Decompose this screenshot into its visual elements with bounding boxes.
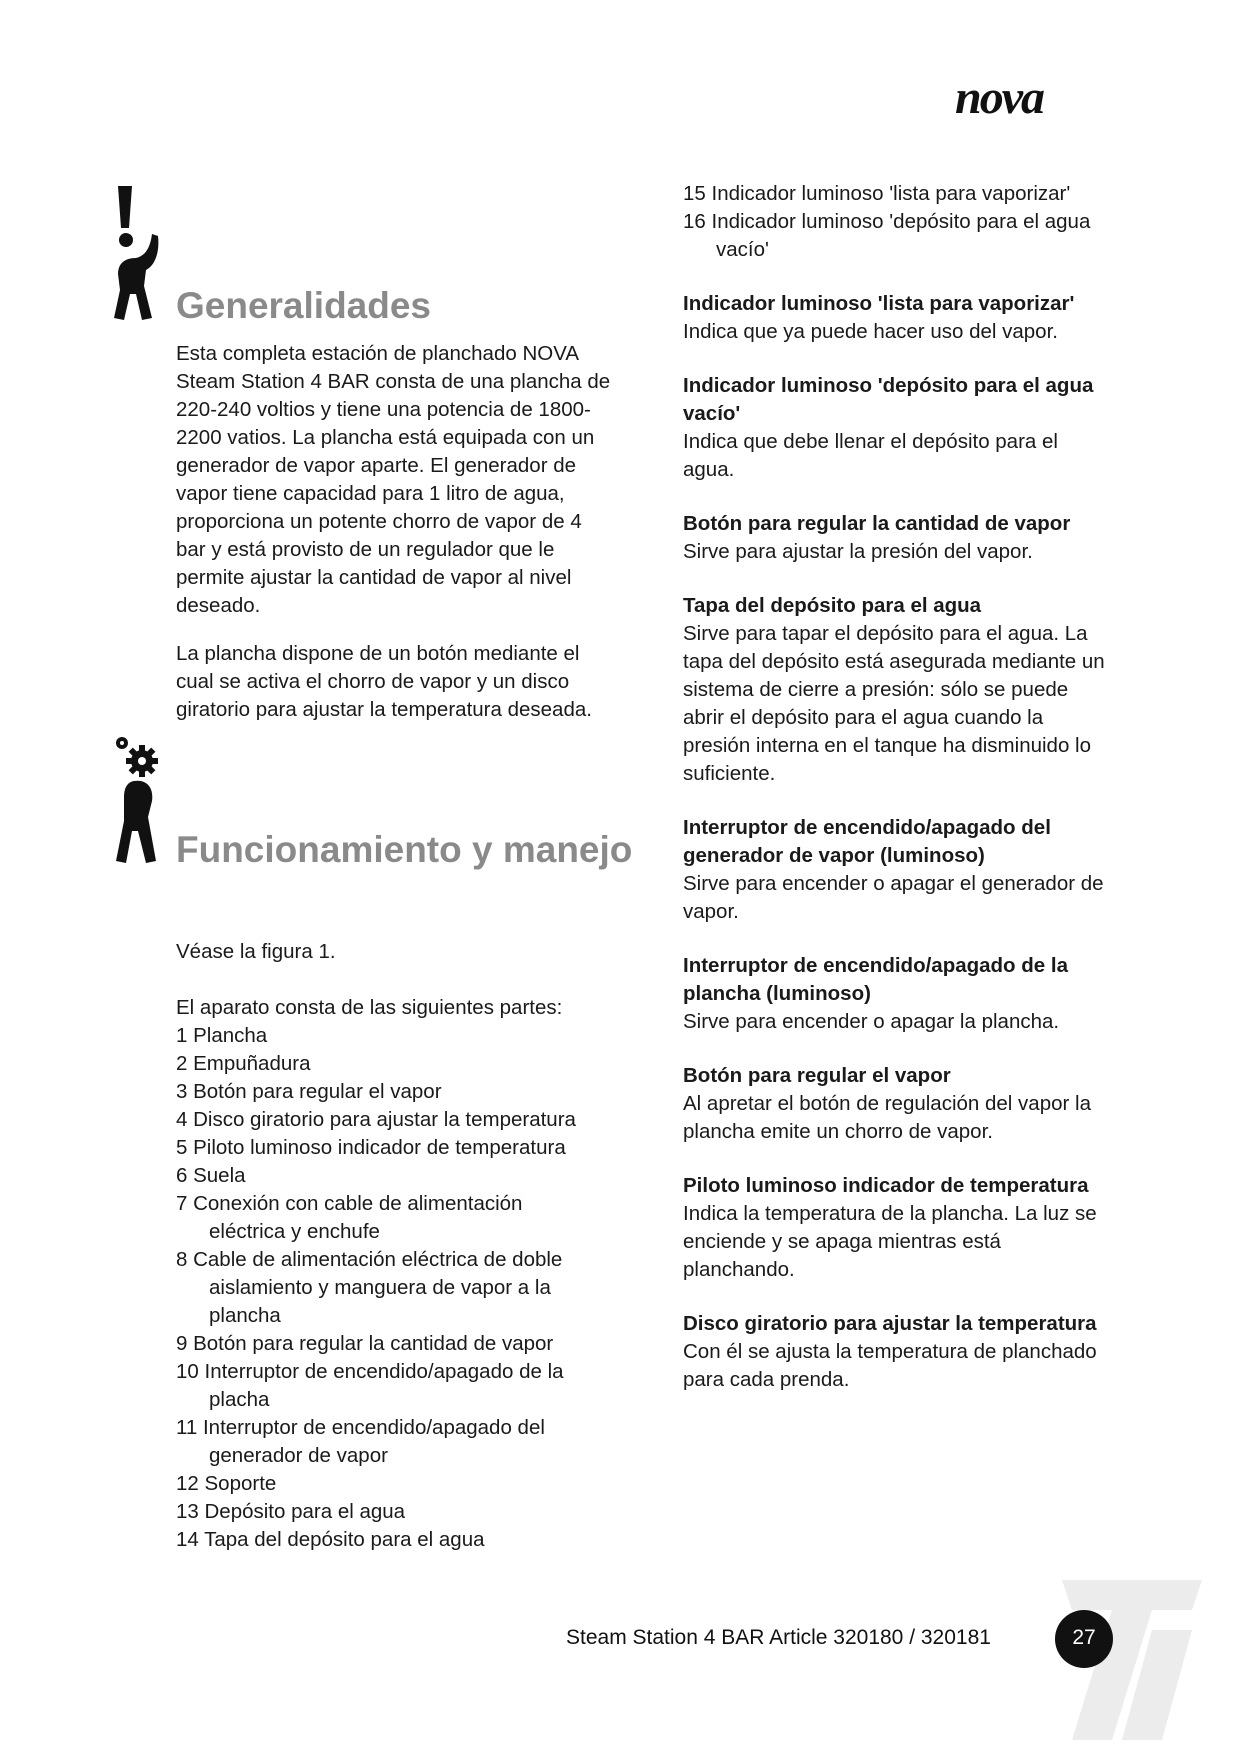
nova-logo: nova bbox=[955, 71, 1043, 124]
description-block bbox=[683, 510, 1113, 566]
list-item: 16 Indicador luminoso 'depósito para el agua vacío' bbox=[683, 210, 1091, 261]
description-block bbox=[683, 290, 1113, 346]
description-block bbox=[683, 1310, 1113, 1394]
list-item: 10 Interruptor de encendido/apagado de la placha bbox=[176, 1360, 564, 1411]
block-heading: Botón para regular el vapor bbox=[683, 1064, 951, 1087]
generalidades-heading: Generalidades bbox=[176, 285, 432, 326]
block-heading: Indicador luminoso 'depósito para el agua vacío' bbox=[683, 374, 1094, 425]
description-block bbox=[683, 1172, 1113, 1284]
generalidades-paragraph-2: La plancha dispone de un botón mediante el cual se activa el chorro de vapor y un disco giratorio para ajustar la temperatura deseada. bbox=[176, 642, 592, 721]
block-text: Sirve para encender o apagar el generador de vapor. bbox=[683, 872, 1104, 923]
footer-product-text: Steam Station 4 BAR Article 320180 / 320181 bbox=[566, 1626, 991, 1649]
block-heading: Indicador luminoso 'lista para vaporizar' bbox=[683, 292, 1075, 315]
list-item: 4 Disco giratorio para ajustar la temperatura bbox=[176, 1108, 576, 1131]
list-item: 5 Piloto luminoso indicador de temperatura bbox=[176, 1136, 566, 1159]
page-number-badge: 27 bbox=[1055, 1610, 1113, 1668]
block-text: Al apretar el botón de regulación del vapor la plancha emite un chorro de vapor. bbox=[683, 1092, 1091, 1143]
list-item: 7 Conexión con cable de alimentación eléctrica y enchufe bbox=[176, 1192, 523, 1243]
block-heading: Botón para regular la cantidad de vapor bbox=[683, 512, 1071, 535]
block-text: Sirve para encender o apagar la plancha. bbox=[683, 1010, 1060, 1033]
list-item: 13 Depósito para el agua bbox=[176, 1500, 406, 1523]
list-item: 11 Interruptor de encendido/apagado del generador de vapor bbox=[176, 1416, 545, 1467]
parts-list-intro: El aparato consta de las siguientes partes: bbox=[176, 996, 563, 1019]
list-item: 8 Cable de alimentación eléctrica de doble aislamiento y manguera de vapor a la plancha bbox=[176, 1248, 563, 1327]
list-item: 3 Botón para regular el vapor bbox=[176, 1080, 442, 1103]
list-item: 14 Tapa del depósito para el agua bbox=[176, 1528, 485, 1551]
parts-list-continued bbox=[683, 180, 1113, 264]
block-text: Con él se ajusta la temperatura de planchado para cada prenda. bbox=[683, 1340, 1097, 1391]
list-item: 12 Soporte bbox=[176, 1472, 277, 1495]
block-text: Indica la temperatura de la plancha. La luz se enciende y se apaga mientras está planchando. bbox=[683, 1202, 1097, 1281]
block-text: Sirve para tapar el depósito para el agua. La tapa del depósito está asegurada mediante un sistema de cierre a presión: sólo se puede abrir el depósito para el agua cuando la presión interna en el tanque ha disminuido lo suficiente. bbox=[683, 622, 1105, 785]
block-heading: Interruptor de encendido/apagado de la plancha (luminoso) bbox=[683, 954, 1068, 1005]
warning-person-icon bbox=[110, 186, 174, 322]
list-item: 15 Indicador luminoso 'lista para vaporizar' bbox=[683, 182, 1071, 205]
block-text: Indica que ya puede hacer uso del vapor. bbox=[683, 320, 1058, 343]
block-heading: Piloto luminoso indicador de temperatura bbox=[683, 1174, 1089, 1197]
description-block bbox=[683, 952, 1113, 1036]
block-text: Indica que debe llenar el depósito para el agua. bbox=[683, 430, 1058, 481]
list-item: 2 Empuñadura bbox=[176, 1052, 311, 1075]
list-item: 9 Botón para regular la cantidad de vapor bbox=[176, 1332, 554, 1355]
description-block bbox=[683, 814, 1113, 926]
funcionamiento-heading: Funcionamiento y manejo bbox=[176, 829, 633, 870]
right-column bbox=[683, 180, 1113, 1420]
figure-reference: Véase la figura 1. bbox=[176, 940, 336, 963]
description-block bbox=[683, 372, 1113, 484]
generalidades-paragraph-1: Esta completa estación de planchado NOVA Steam Station 4 BAR consta de una plancha de 220-240 voltios y tiene una potencia de 1800-2200 vatios. La plancha está equipada con un generador de vapor aparte. El generador de vapor tiene capacidad para 1 litro de agua, proporciona un potente chorro de vapor de 4 bar y está provisto de un regulador que le permite ajustar la cantidad de vapor al nivel deseado. bbox=[176, 342, 611, 617]
parts-list bbox=[176, 1022, 596, 1554]
description-block bbox=[683, 1062, 1113, 1146]
block-heading: Interruptor de encendido/apagado del generador de vapor (luminoso) bbox=[683, 816, 1051, 867]
block-text: Sirve para ajustar la presión del vapor. bbox=[683, 540, 1033, 563]
list-item: 1 Plancha bbox=[176, 1024, 268, 1047]
gear-person-icon bbox=[112, 735, 174, 865]
list-item: 6 Suela bbox=[176, 1164, 246, 1187]
block-heading: Tapa del depósito para el agua bbox=[683, 594, 982, 617]
description-block bbox=[683, 592, 1113, 788]
block-heading: Disco giratorio para ajustar la temperatura bbox=[683, 1312, 1097, 1335]
